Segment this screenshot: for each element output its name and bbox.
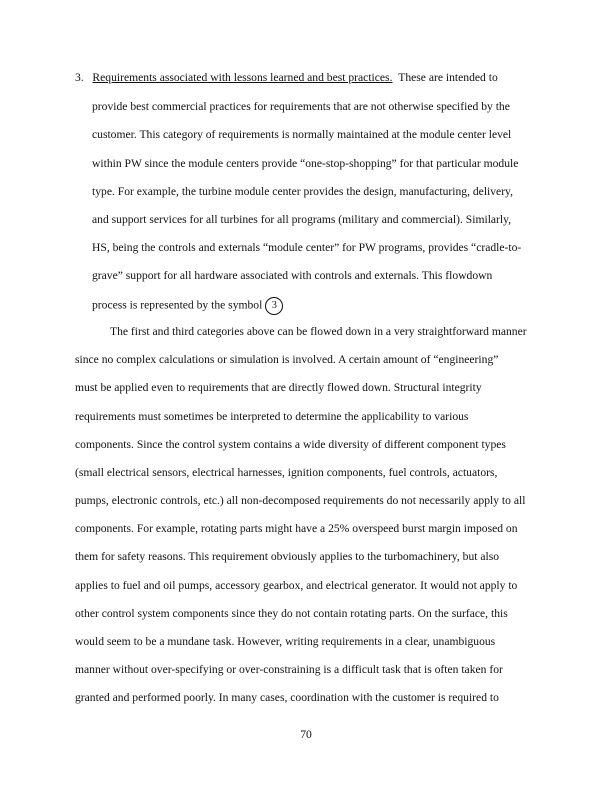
text-line-content: process is represented by the symbol (92, 298, 263, 312)
text-line: manner without over-specifying or over-constraining is a difficult task that is often taken for (75, 663, 503, 676)
text-line: components. For example, rotating parts might have a 25% overspeed burst margin imposed on (75, 522, 518, 535)
text-line: (small electrical sensors, electrical harnesses, ignition components, fuel controls, actuators, (75, 466, 498, 479)
list-item-text: These are intended to (398, 71, 498, 84)
text-line: granted and performed poorly. In many cases, coordination with the customer is required to (75, 691, 499, 704)
text-line: customer. This category of requirements is normally maintained at the module center level (92, 128, 512, 141)
text-line: applies to fuel and oil pumps, accessory gearbox, and electrical generator. It would not apply to (75, 579, 518, 592)
text-line: them for safety reasons. This requirement obviously applies to the turbomachinery, but also (75, 550, 500, 563)
text-line: type. For example, the turbine module center provides the design, manufacturing, delivery, (92, 185, 514, 198)
text-line: within PW since the module centers provide “one-stop-shopping” for that particular module (92, 157, 519, 170)
text-line: other control system components since they do not contain rotating parts. On the surface, this (75, 607, 508, 620)
text-line: pumps, electronic controls, etc.) all non-decomposed requirements do not necessarily apply to all (75, 494, 526, 507)
list-number: 3. (75, 71, 84, 84)
text-line: provide best commercial practices for requirements that are not otherwise specified by the (92, 100, 510, 113)
text-line: grave” support for all hardware associated with controls and externals. This flowdown (92, 269, 493, 282)
text-line: requirements must sometimes be interpreted to determine the applicability to various (75, 410, 469, 423)
text-line: must be applied even to requirements that are directly flowed down. Structural integrity (75, 381, 482, 394)
circled-number-3-icon: 3 (265, 297, 283, 315)
text-line: would seem to be a mundane task. However, writing requirements in a clear, unambiguous (75, 635, 496, 648)
text-line: and support services for all turbines for all programs (military and commercial). Similarly, (92, 213, 512, 226)
list-item-heading: Requirements associated with lessons learned and best practices. (92, 71, 393, 84)
text-line: since no complex calculations or simulation is involved. A certain amount of “engineering” (75, 353, 499, 366)
page-number: 70 (300, 728, 312, 741)
text-line: The first and third categories above can be flowed down in a very straightforward manner (110, 325, 527, 338)
text-line: HS, being the controls and externals “module center” for PW programs, provides “cradle-to- (92, 241, 522, 254)
text-line: components. Since the control system contains a wide diversity of different component types (75, 438, 506, 451)
